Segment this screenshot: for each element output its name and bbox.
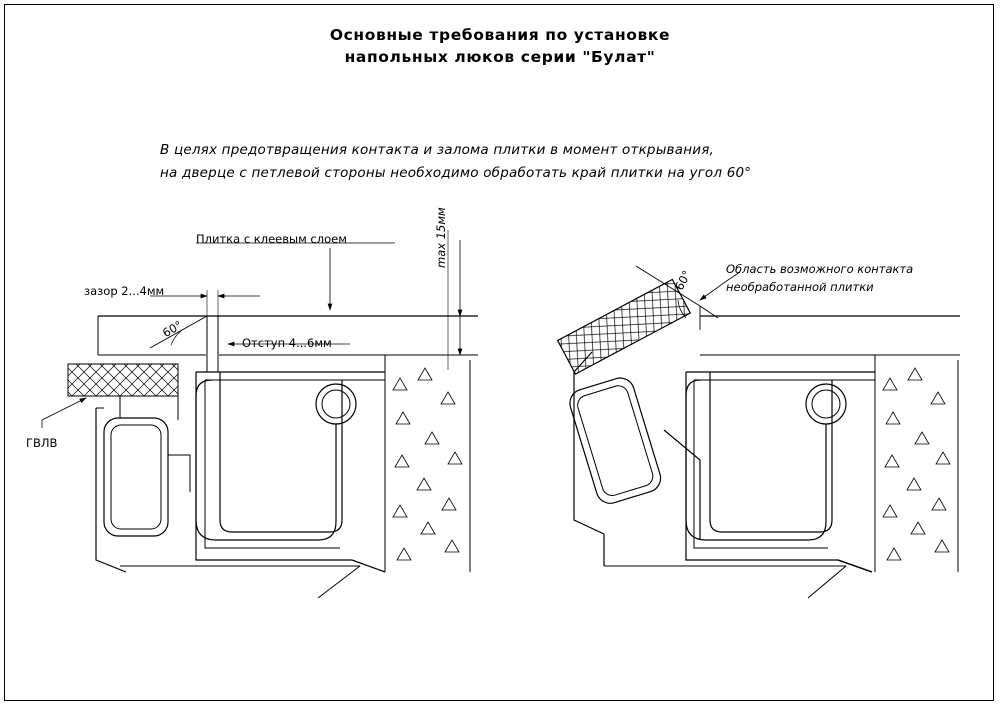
label-angle-right: 60°	[672, 267, 694, 293]
label-max-height: max 15мм	[434, 207, 448, 268]
note-line2: на дверце с петлевой стороны необходимо обработать край плитки на угол 60°	[160, 165, 752, 181]
label-tile-with-adhesive: Плитка с клеевым слоем	[196, 232, 347, 246]
page-title-line1: Основные требования по установке	[329, 26, 671, 44]
label-contact-area-line1: Область возможного контакта	[726, 262, 914, 276]
floor-edge-left	[318, 566, 360, 598]
label-contact-area-line2: необработанной плитки	[726, 280, 874, 294]
label-offset: Отступ 4...6мм	[242, 336, 332, 350]
page-title-line2: напольных люков серии "Булат"	[344, 48, 656, 66]
label-gvlv: ГВЛВ	[26, 436, 58, 450]
note-line1: В целях предотвращения контакта и залома плитки в момент открывания,	[160, 142, 715, 158]
label-gap: зазор 2...4мм	[84, 284, 165, 298]
concrete-hatch-left	[393, 368, 462, 560]
floor-edge-right	[808, 566, 846, 598]
right-assembly-drawing	[558, 266, 960, 598]
concrete-hatch-right	[883, 368, 950, 560]
left-assembly-drawing	[42, 230, 478, 572]
label-angle-left: 60°	[160, 317, 185, 341]
